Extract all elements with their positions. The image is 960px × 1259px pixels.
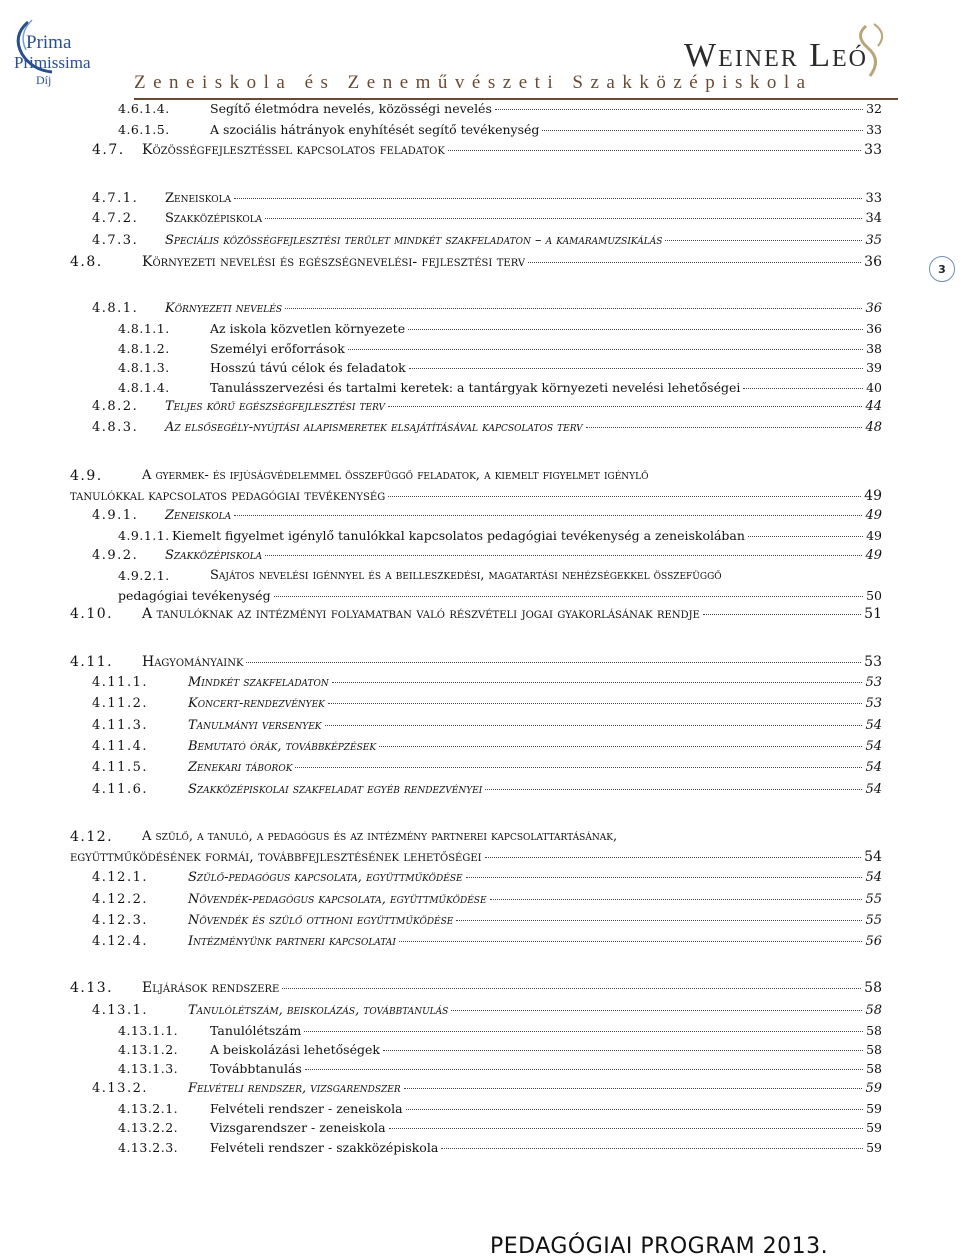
toc-entry-page: 58	[864, 980, 882, 996]
toc-entry-link[interactable]	[70, 849, 882, 865]
toc-leader-dots	[285, 308, 862, 309]
toc-entry-title: Szülő-pedagógus kapcsolata, együttműködése	[188, 870, 463, 885]
toc-entry-title: Szakközépiskola	[165, 211, 263, 226]
toc-entry-link[interactable]	[210, 1140, 882, 1155]
toc-entry-page: 59	[866, 1101, 882, 1116]
toc-entry-link[interactable]	[142, 654, 882, 670]
toc-entry-number: 4.7.2.	[92, 211, 139, 226]
toc-leader-dots	[404, 1088, 863, 1089]
toc-entry-title: Továbbtanulás	[210, 1061, 302, 1076]
toc-leader-dots	[234, 198, 862, 199]
toc-entry-number: 4.13.2.3.	[118, 1140, 179, 1155]
toc-entry-title: Felvételi rendszer - zeneiskola	[210, 1101, 403, 1116]
toc-leader-dots	[383, 1050, 863, 1051]
toc-leader-dots	[665, 240, 862, 241]
logo-text-primissima: Primissima	[14, 53, 91, 72]
toc-entry-number: 4.13.1.2.	[118, 1042, 179, 1057]
toc-entry-title: Növendék és szülő otthoni együttműködése	[188, 913, 454, 928]
toc-leader-dots	[441, 1148, 863, 1149]
toc-entry-page: 36	[866, 321, 882, 336]
toc-entry-page: 54	[865, 870, 882, 885]
toc-entry-link[interactable]	[188, 718, 882, 733]
toc-leader-dots	[542, 130, 863, 131]
toc-entry-page: 58	[866, 1042, 882, 1057]
toc-entry-link[interactable]	[165, 191, 882, 206]
toc-entry-number: 4.8.3.	[92, 420, 139, 435]
toc-entry-page: 53	[865, 675, 882, 690]
toc-entry-number: 4.7.1.	[92, 191, 139, 206]
toc-entry-link[interactable]	[188, 1003, 882, 1018]
toc-entry-page: 59	[866, 1140, 882, 1155]
toc-entry-link[interactable]	[188, 739, 882, 754]
toc-entry-title: A tanulóknak az intézményi folyamatban való részvételi jogai gyakorlásának rendje	[142, 606, 700, 622]
toc-entry-number: 4.10.	[70, 606, 114, 622]
toc-entry-number: 4.6.1.4.	[118, 101, 170, 116]
page-number-badge: 3	[929, 256, 955, 282]
toc-entry-page: 51	[864, 606, 882, 622]
toc-leader-dots	[265, 555, 862, 556]
toc-leader-dots	[295, 767, 862, 768]
toc-entry-title: Személyi erőforrások	[210, 341, 345, 356]
toc-entry-title: Az iskola közvetlen környezete	[210, 321, 406, 336]
logo-text-prima: Prima	[26, 32, 72, 53]
toc-leader-dots	[274, 596, 864, 597]
toc-entry-page: 49	[865, 548, 882, 563]
toc-entry-page: 33	[864, 142, 882, 158]
toc-entry-title: Zeneiskola	[165, 508, 232, 523]
toc-entry-link[interactable]	[188, 934, 882, 949]
toc-entry-page: 44	[865, 399, 882, 414]
toc-leader-dots	[399, 941, 863, 942]
toc-entry-title: Növendék-pedagógus kapcsolata, együttműködése	[188, 892, 487, 907]
toc-entry-title: Felvételi rendszer - szakközépiskola	[210, 1140, 439, 1155]
toc-entry-page: 49	[866, 528, 882, 543]
toc-entry-title: Felvételi rendszer, vizsgarendszer	[188, 1081, 401, 1096]
toc-entry-number: 4.8.1.4.	[118, 380, 170, 395]
toc-entry-title: Zenekari táborok	[188, 760, 293, 775]
toc-leader-dots	[448, 150, 861, 151]
toc-entry-number: 4.12.	[70, 829, 114, 845]
toc-entry-number: 4.13.2.2.	[118, 1120, 179, 1135]
toc-entry-number: 4.7.	[92, 142, 125, 158]
toc-entry-title: Környezeti nevelési és egészségnevelési- fejlesztési terv	[142, 254, 526, 270]
document-footer: PEDAGÓGIAI PROGRAM 2013.	[490, 1234, 829, 1259]
toc-entry-number: 4.12.2.	[92, 892, 148, 907]
toc-leader-dots	[451, 1010, 862, 1011]
toc-entry-page: 58	[866, 1023, 882, 1038]
toc-entry-title: Teljes körű egészségfejlesztési terv	[165, 399, 386, 414]
toc-leader-dots	[304, 1031, 863, 1032]
toc-entry-link[interactable]	[165, 508, 882, 523]
toc-entry-link[interactable]	[210, 1061, 882, 1076]
toc-entry-title: Szakközépiskola	[165, 548, 263, 563]
toc-entry-link[interactable]	[210, 122, 882, 137]
toc-entry-link[interactable]	[210, 101, 882, 116]
toc-entry-number: 4.13.1.	[92, 1003, 148, 1018]
toc-entry-number: 4.12.1.	[92, 870, 148, 885]
toc-entry-link[interactable]	[118, 588, 882, 603]
toc-entry-title-line1[interactable]: A gyermek- és ifjúságvédelemmel összefüggő feladatok, a kiemelt figyelmet igénylő	[142, 468, 649, 483]
toc-entry-title-line2: együttműködésének formái, továbbfejlesztésének lehetőségei	[70, 849, 482, 865]
toc-leader-dots	[743, 388, 863, 389]
toc-entry-link[interactable]	[188, 892, 882, 907]
toc-entry-page: 55	[865, 913, 882, 928]
toc-entry-title: Tanulásszervezési és tartalmi keretek: a tantárgyak környezeti nevelési lehetőségei	[210, 380, 741, 395]
toc-entry-page: 59	[866, 1120, 882, 1135]
toc-entry-page: 48	[865, 420, 882, 435]
toc-entry-title-line1[interactable]: Sajátos nevelési igénnyel és a beilleszkedési, magatartási nehézségekkel összefüggő	[210, 568, 722, 583]
toc-entry-page: 50	[866, 588, 882, 603]
toc-leader-dots	[389, 1128, 863, 1129]
toc-entry-link[interactable]	[165, 233, 882, 248]
toc-leader-dots	[406, 1109, 863, 1110]
toc-entry-link[interactable]	[188, 1081, 882, 1096]
toc-entry-link[interactable]	[188, 760, 882, 775]
toc-entry-link[interactable]	[165, 548, 882, 563]
weiner-leo-logo	[678, 20, 908, 80]
toc-leader-dots	[485, 789, 862, 790]
toc-entry-title: Eljárások rendszere	[142, 980, 280, 996]
toc-entry-link[interactable]	[142, 980, 882, 996]
toc-entry-title: Hagyományaink	[142, 654, 244, 670]
toc-entry-number: 4.8.1.3.	[118, 360, 170, 375]
header-divider	[134, 98, 898, 100]
toc-entry-title: Tanulólétszám, beiskolázás, továbbtanulás	[188, 1003, 449, 1018]
toc-leader-dots	[456, 920, 862, 921]
toc-entry-title-line1[interactable]: A szülő, a tanuló, a pedagógus és az intézmény partnerei kapcsolattartásának,	[142, 829, 618, 844]
toc-entry-number: 4.9.	[70, 468, 103, 484]
toc-entry-link[interactable]	[210, 1120, 882, 1135]
toc-entry-title: Szakközépiskolai szakfeladat egyéb rendezvényei	[188, 782, 483, 797]
toc-entry-title: Környezeti nevelés	[165, 301, 282, 316]
toc-entry-page: 54	[864, 849, 882, 865]
toc-leader-dots	[485, 857, 862, 858]
toc-entry-number: 4.11.4.	[92, 739, 148, 754]
toc-leader-dots	[265, 218, 862, 219]
toc-entry-link[interactable]	[188, 870, 882, 885]
toc-leader-dots	[332, 682, 863, 683]
toc-leader-dots	[408, 329, 863, 330]
toc-entry-link[interactable]	[210, 380, 882, 395]
toc-leader-dots	[388, 406, 862, 407]
toc-entry-link[interactable]	[210, 341, 882, 356]
toc-entry-title: Zeneiskola	[165, 191, 232, 206]
toc-entry-link[interactable]	[210, 321, 882, 336]
toc-entry-page: 33	[866, 122, 882, 137]
toc-entry-page: 58	[865, 1003, 882, 1018]
toc-entry-number: 4.11.2.	[92, 696, 148, 711]
toc-entry-title: A beiskolázási lehetőségek	[210, 1042, 380, 1057]
toc-entry-link[interactable]	[188, 696, 882, 711]
toc-entry-page: 33	[865, 191, 882, 206]
toc-entry-title: Tanulólétszám	[210, 1023, 302, 1038]
toc-entry-page: 34	[865, 211, 882, 226]
toc-entry-number: 4.8.1.2.	[118, 341, 170, 356]
toc-entry-link[interactable]	[188, 675, 882, 690]
toc-entry-number: 4.7.3.	[92, 233, 139, 248]
toc-leader-dots	[466, 877, 863, 878]
toc-entry-link[interactable]	[165, 420, 882, 435]
toc-entry-link[interactable]	[165, 211, 882, 226]
toc-entry-page: 58	[866, 1061, 882, 1076]
toc-entry-link[interactable]	[142, 254, 882, 270]
toc-entry-page: 36	[864, 254, 882, 270]
toc-leader-dots	[703, 614, 861, 615]
toc-entry-number: 4.11.5.	[92, 760, 148, 775]
toc-entry-page: 39	[866, 360, 882, 375]
toc-leader-dots	[528, 262, 861, 263]
toc-entry-title: Tanulmányi versenyek	[188, 718, 322, 733]
toc-entry-number: 4.11.	[70, 654, 114, 670]
toc-leader-dots	[305, 1069, 863, 1070]
toc-entry-number: 4.13.2.1.	[118, 1101, 179, 1116]
toc-entry-page: 54	[865, 782, 882, 797]
toc-entry-number: 4.9.1.	[92, 508, 139, 523]
toc-leader-dots	[388, 496, 861, 497]
toc-entry-title: Bemutató órák, továbbképzések	[188, 739, 377, 754]
toc-entry-number: 4.11.3.	[92, 718, 148, 733]
toc-entry-link[interactable]	[210, 360, 882, 375]
toc-entry-number: 4.13.	[70, 980, 114, 996]
toc-entry-link[interactable]	[210, 1101, 882, 1116]
toc-entry-number: 4.11.6.	[92, 782, 148, 797]
toc-entry-title-line2: tanulókkal kapcsolatos pedagógiai tevékenység	[70, 488, 386, 504]
toc-entry-title: Segítő életmódra nevelés, közösségi nevelés	[210, 101, 492, 116]
toc-entry-number: 4.8.1.1.	[118, 321, 170, 336]
toc-entry-link[interactable]	[172, 528, 882, 543]
toc-entry-page: 38	[866, 341, 882, 356]
toc-entry-title: A szociális hátrányok enyhítését segítő tevékenység	[210, 122, 540, 137]
toc-entry-number: 4.6.1.5.	[118, 122, 170, 137]
toc-entry-link[interactable]	[210, 1023, 882, 1038]
toc-entry-link[interactable]	[142, 606, 882, 622]
toc-entry-title: Közösségfejlesztéssel kapcsolatos feladatok	[142, 142, 445, 158]
toc-entry-link[interactable]	[165, 399, 882, 414]
toc-entry-page: 53	[865, 696, 882, 711]
toc-entry-number: 4.8.2.	[92, 399, 139, 414]
toc-entry-number: 4.8.	[70, 254, 103, 270]
logo-text-weiner-leo: Weiner Leó	[684, 37, 869, 74]
toc-leader-dots	[409, 368, 863, 369]
toc-leader-dots	[282, 988, 861, 989]
toc-entry-page: 59	[865, 1081, 882, 1096]
toc-entry-page: 35	[865, 233, 882, 248]
toc-entry-page: 53	[864, 654, 882, 670]
toc-entry-page: 55	[865, 892, 882, 907]
school-name: Zeneiskola és Zeneművészeti Szakközépiskola	[134, 72, 813, 93]
toc-entry-page: 54	[865, 760, 882, 775]
toc-entry-title: Az elsősegély-nyújtási alapismeretek elsajátításával kapcsolatos terv	[165, 420, 583, 435]
toc-entry-number: 4.13.1.1.	[118, 1023, 179, 1038]
toc-entry-title: Intézményünk partneri kapcsolatai	[188, 934, 396, 949]
toc-leader-dots	[495, 109, 863, 110]
toc-entry-page: 36	[865, 301, 882, 316]
toc-entry-link[interactable]	[142, 142, 882, 158]
toc-entry-number: 4.12.4.	[92, 934, 148, 949]
toc-entry-title: Speciális közösségfejlesztési terület mindkét szakfeladaton – a kamaramuzsikálás	[165, 233, 663, 248]
toc-leader-dots	[325, 725, 863, 726]
prima-primissima-logo	[8, 14, 118, 88]
toc-entry-title: Vizsgarendszer - zeneiskola	[210, 1120, 386, 1135]
toc-entry-number: 4.12.3.	[92, 913, 148, 928]
toc-leader-dots	[748, 536, 863, 537]
toc-entry-link[interactable]	[188, 782, 882, 797]
toc-entry-number: 4.8.1.	[92, 301, 139, 316]
toc-entry-title-line2: pedagógiai tevékenység	[118, 588, 271, 603]
toc-entry-page: 32	[866, 101, 882, 116]
toc-entry-link[interactable]	[188, 913, 882, 928]
toc-entry-title: Hosszú távú célok és feladatok	[210, 360, 406, 375]
toc-entry-page: 54	[865, 718, 882, 733]
toc-entry-page: 56	[865, 934, 882, 949]
toc-leader-dots	[586, 427, 863, 428]
toc-entry-page: 49	[864, 488, 882, 504]
toc-entry-number: 4.9.2.	[92, 548, 139, 563]
toc-entry-number: 4.13.1.3.	[118, 1061, 179, 1076]
toc-entry-number: 4.9.1.1.	[118, 528, 170, 543]
toc-entry-page: 40	[866, 380, 882, 395]
toc-entry-number: 4.13.2.	[92, 1081, 148, 1096]
toc-leader-dots	[234, 515, 862, 516]
toc-leader-dots	[246, 662, 861, 663]
toc-entry-link[interactable]	[70, 488, 882, 504]
toc-entry-link[interactable]	[210, 1042, 882, 1057]
toc-leader-dots	[348, 349, 863, 350]
toc-entry-page: 49	[865, 508, 882, 523]
toc-leader-dots	[328, 703, 863, 704]
toc-leader-dots	[379, 746, 862, 747]
toc-entry-link[interactable]	[165, 301, 882, 316]
toc-entry-number: 4.9.2.1.	[118, 568, 170, 583]
toc-entry-title: Mindkét szakfeladaton	[188, 675, 329, 690]
toc-entry-title: Kiemelt figyelmet igénylő tanulókkal kapcsolatos pedagógiai tevékenység a zeneiskolában	[172, 528, 745, 543]
toc-entry-page: 54	[865, 739, 882, 754]
logo-text-dij: Díj	[36, 73, 52, 87]
toc-leader-dots	[490, 899, 863, 900]
toc-entry-title: Koncert-rendezvények	[188, 696, 325, 711]
toc-entry-number: 4.11.1.	[92, 675, 148, 690]
